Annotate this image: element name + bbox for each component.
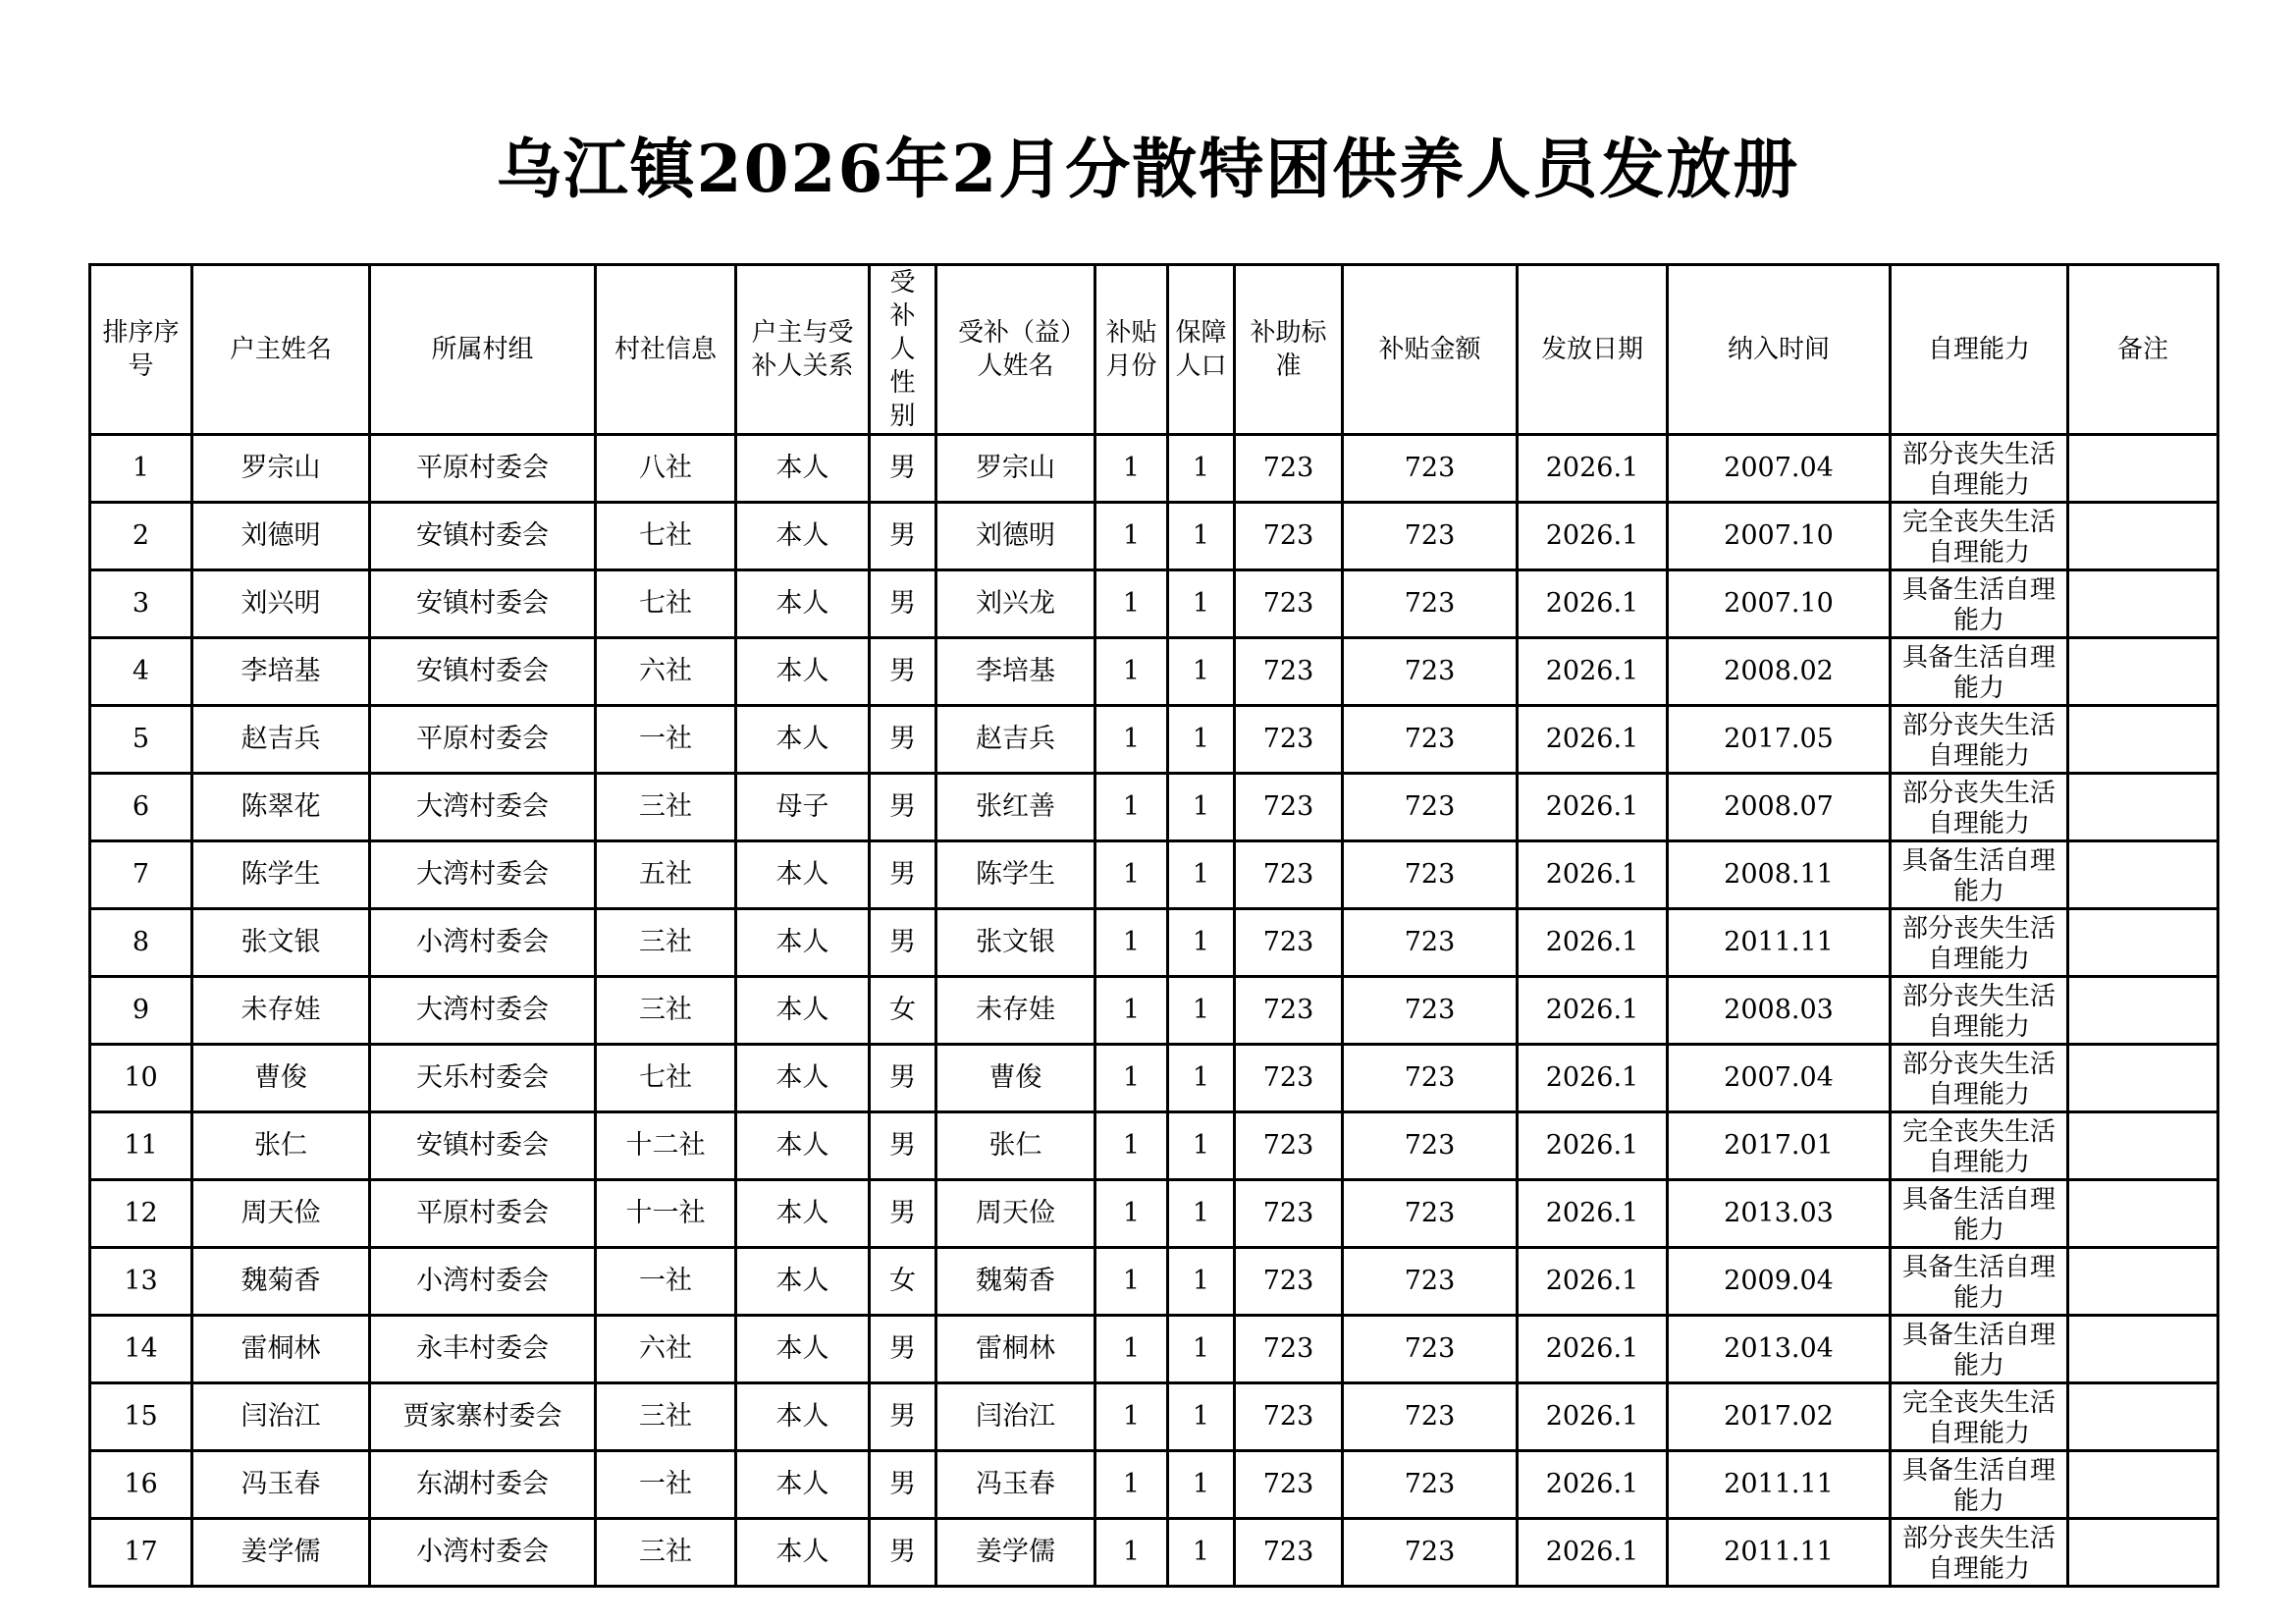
cell-since: 2007.04	[1668, 1045, 1891, 1112]
cell-community: 六社	[596, 1316, 736, 1383]
cell-village: 天乐村委会	[370, 1045, 596, 1112]
cell-standard: 723	[1235, 1248, 1343, 1316]
cell-persons: 1	[1168, 1519, 1235, 1587]
col-header-householder: 户主姓名	[192, 265, 370, 435]
cell-remark	[2068, 503, 2218, 570]
cell-months: 1	[1095, 1180, 1168, 1248]
cell-seq: 8	[90, 909, 192, 977]
col-header-village: 所属村组	[370, 265, 596, 435]
cell-months: 1	[1095, 1316, 1168, 1383]
cell-gender: 男	[870, 1383, 936, 1451]
cell-village: 小湾村委会	[370, 1248, 596, 1316]
cell-community: 五社	[596, 841, 736, 909]
cell-remark	[2068, 1519, 2218, 1587]
cell-gender: 男	[870, 503, 936, 570]
cell-months: 1	[1095, 570, 1168, 638]
cell-persons: 1	[1168, 570, 1235, 638]
col-header-recipient: 受补（益）人姓名	[936, 265, 1095, 435]
cell-seq: 11	[90, 1112, 192, 1180]
cell-persons: 1	[1168, 1451, 1235, 1519]
table-row	[90, 1519, 2218, 1587]
cell-amount: 723	[1343, 1519, 1518, 1587]
cell-standard: 723	[1235, 1451, 1343, 1519]
cell-persons: 1	[1168, 841, 1235, 909]
cell-months: 1	[1095, 1045, 1168, 1112]
cell-village: 大湾村委会	[370, 977, 596, 1045]
cell-relation: 本人	[736, 1045, 870, 1112]
cell-seq: 12	[90, 1180, 192, 1248]
cell-community: 七社	[596, 503, 736, 570]
cell-amount: 723	[1343, 435, 1518, 503]
cell-date: 2026.1	[1518, 841, 1668, 909]
cell-remark	[2068, 1180, 2218, 1248]
cell-remark	[2068, 1112, 2218, 1180]
cell-date: 2026.1	[1518, 909, 1668, 977]
cell-gender: 男	[870, 570, 936, 638]
cell-seq: 3	[90, 570, 192, 638]
col-header-relation: 户主与受补人关系	[736, 265, 870, 435]
col-header-ability: 自理能力	[1891, 265, 2068, 435]
cell-recipient: 闫治江	[936, 1383, 1095, 1451]
cell-seq: 9	[90, 977, 192, 1045]
cell-amount: 723	[1343, 706, 1518, 774]
cell-gender: 男	[870, 909, 936, 977]
table-row	[90, 1045, 2218, 1112]
cell-relation: 本人	[736, 706, 870, 774]
cell-ability: 具备生活自理能力	[1891, 1316, 2068, 1383]
cell-date: 2026.1	[1518, 706, 1668, 774]
cell-householder: 闫治江	[192, 1383, 370, 1451]
cell-gender: 男	[870, 1045, 936, 1112]
cell-village: 平原村委会	[370, 435, 596, 503]
cell-gender: 男	[870, 1180, 936, 1248]
cell-remark	[2068, 1383, 2218, 1451]
table-row	[90, 1316, 2218, 1383]
col-header-persons: 保障人口	[1168, 265, 1235, 435]
cell-recipient: 刘德明	[936, 503, 1095, 570]
cell-standard: 723	[1235, 1180, 1343, 1248]
col-header-seq: 排序序号	[90, 265, 192, 435]
cell-gender: 男	[870, 638, 936, 706]
cell-amount: 723	[1343, 774, 1518, 841]
cell-remark	[2068, 774, 2218, 841]
cell-persons: 1	[1168, 774, 1235, 841]
cell-community: 三社	[596, 774, 736, 841]
cell-remark	[2068, 435, 2218, 503]
cell-recipient: 冯玉春	[936, 1451, 1095, 1519]
cell-relation: 本人	[736, 1451, 870, 1519]
cell-remark	[2068, 1248, 2218, 1316]
cell-since: 2011.11	[1668, 1519, 1891, 1587]
cell-relation: 本人	[736, 1519, 870, 1587]
cell-amount: 723	[1343, 977, 1518, 1045]
cell-amount: 723	[1343, 1045, 1518, 1112]
cell-relation: 本人	[736, 435, 870, 503]
cell-ability: 完全丧失生活自理能力	[1891, 1383, 2068, 1451]
cell-standard: 723	[1235, 638, 1343, 706]
cell-gender: 男	[870, 1451, 936, 1519]
cell-ability: 部分丧失生活自理能力	[1891, 977, 2068, 1045]
table-row	[90, 503, 2218, 570]
cell-relation: 本人	[736, 909, 870, 977]
cell-months: 1	[1095, 909, 1168, 977]
cell-relation: 本人	[736, 638, 870, 706]
cell-village: 大湾村委会	[370, 774, 596, 841]
cell-date: 2026.1	[1518, 503, 1668, 570]
cell-village: 贾家寨村委会	[370, 1383, 596, 1451]
cell-gender: 女	[870, 1248, 936, 1316]
cell-months: 1	[1095, 977, 1168, 1045]
cell-since: 2017.05	[1668, 706, 1891, 774]
cell-ability: 完全丧失生活自理能力	[1891, 503, 2068, 570]
cell-persons: 1	[1168, 638, 1235, 706]
cell-village: 平原村委会	[370, 706, 596, 774]
cell-date: 2026.1	[1518, 774, 1668, 841]
cell-amount: 723	[1343, 1112, 1518, 1180]
cell-village: 安镇村委会	[370, 1112, 596, 1180]
cell-community: 六社	[596, 638, 736, 706]
cell-date: 2026.1	[1518, 1248, 1668, 1316]
cell-standard: 723	[1235, 503, 1343, 570]
cell-householder: 周天俭	[192, 1180, 370, 1248]
cell-amount: 723	[1343, 1316, 1518, 1383]
cell-since: 2008.11	[1668, 841, 1891, 909]
cell-village: 安镇村委会	[370, 570, 596, 638]
cell-recipient: 曹俊	[936, 1045, 1095, 1112]
cell-ability: 部分丧失生活自理能力	[1891, 706, 2068, 774]
cell-months: 1	[1095, 774, 1168, 841]
col-header-since: 纳入时间	[1668, 265, 1891, 435]
cell-relation: 本人	[736, 1248, 870, 1316]
cell-persons: 1	[1168, 706, 1235, 774]
cell-recipient: 张红善	[936, 774, 1095, 841]
cell-amount: 723	[1343, 638, 1518, 706]
cell-since: 2008.03	[1668, 977, 1891, 1045]
cell-amount: 723	[1343, 1383, 1518, 1451]
cell-community: 一社	[596, 706, 736, 774]
cell-recipient: 姜学儒	[936, 1519, 1095, 1587]
col-header-date: 发放日期	[1518, 265, 1668, 435]
cell-gender: 男	[870, 1519, 936, 1587]
header-row	[90, 265, 2218, 435]
cell-village: 小湾村委会	[370, 909, 596, 977]
cell-householder: 雷桐林	[192, 1316, 370, 1383]
cell-community: 三社	[596, 1383, 736, 1451]
cell-date: 2026.1	[1518, 1316, 1668, 1383]
cell-householder: 刘德明	[192, 503, 370, 570]
col-header-gender: 受补人性别	[870, 265, 936, 435]
table-row	[90, 1112, 2218, 1180]
page-title: 乌江镇2026年2月分散特困供养人员发放册	[496, 131, 1800, 207]
cell-amount: 723	[1343, 1180, 1518, 1248]
cell-householder: 魏菊香	[192, 1248, 370, 1316]
table-row	[90, 570, 2218, 638]
col-header-remark: 备注	[2068, 265, 2218, 435]
cell-relation: 本人	[736, 1112, 870, 1180]
cell-householder: 未存娃	[192, 977, 370, 1045]
cell-community: 七社	[596, 570, 736, 638]
cell-seq: 4	[90, 638, 192, 706]
col-header-standard: 补助标准	[1235, 265, 1343, 435]
table-row	[90, 1248, 2218, 1316]
cell-village: 永丰村委会	[370, 1316, 596, 1383]
cell-persons: 1	[1168, 1248, 1235, 1316]
cell-relation: 本人	[736, 1316, 870, 1383]
cell-persons: 1	[1168, 435, 1235, 503]
cell-remark	[2068, 706, 2218, 774]
cell-since: 2011.11	[1668, 1451, 1891, 1519]
cell-persons: 1	[1168, 1112, 1235, 1180]
table-row	[90, 841, 2218, 909]
cell-amount: 723	[1343, 1451, 1518, 1519]
cell-remark	[2068, 1045, 2218, 1112]
cell-ability: 部分丧失生活自理能力	[1891, 774, 2068, 841]
cell-since: 2013.03	[1668, 1180, 1891, 1248]
cell-remark	[2068, 638, 2218, 706]
cell-remark	[2068, 841, 2218, 909]
cell-since: 2017.01	[1668, 1112, 1891, 1180]
cell-gender: 男	[870, 774, 936, 841]
cell-seq: 1	[90, 435, 192, 503]
cell-seq: 5	[90, 706, 192, 774]
cell-recipient: 李培基	[936, 638, 1095, 706]
cell-months: 1	[1095, 503, 1168, 570]
cell-ability: 具备生活自理能力	[1891, 1451, 2068, 1519]
cell-since: 2007.10	[1668, 503, 1891, 570]
cell-amount: 723	[1343, 570, 1518, 638]
cell-months: 1	[1095, 706, 1168, 774]
cell-since: 2017.02	[1668, 1383, 1891, 1451]
cell-seq: 15	[90, 1383, 192, 1451]
cell-persons: 1	[1168, 909, 1235, 977]
cell-months: 1	[1095, 435, 1168, 503]
cell-community: 一社	[596, 1248, 736, 1316]
cell-months: 1	[1095, 841, 1168, 909]
cell-community: 一社	[596, 1451, 736, 1519]
cell-standard: 723	[1235, 841, 1343, 909]
cell-seq: 17	[90, 1519, 192, 1587]
cell-date: 2026.1	[1518, 435, 1668, 503]
cell-recipient: 未存娃	[936, 977, 1095, 1045]
table-row	[90, 774, 2218, 841]
cell-householder: 赵吉兵	[192, 706, 370, 774]
table-row	[90, 638, 2218, 706]
cell-months: 1	[1095, 1519, 1168, 1587]
cell-since: 2008.07	[1668, 774, 1891, 841]
cell-standard: 723	[1235, 1316, 1343, 1383]
cell-date: 2026.1	[1518, 1112, 1668, 1180]
cell-householder: 李培基	[192, 638, 370, 706]
roster-table	[88, 263, 2219, 1588]
cell-amount: 723	[1343, 841, 1518, 909]
cell-village: 平原村委会	[370, 1180, 596, 1248]
cell-since: 2011.11	[1668, 909, 1891, 977]
cell-date: 2026.1	[1518, 638, 1668, 706]
cell-ability: 部分丧失生活自理能力	[1891, 435, 2068, 503]
cell-village: 安镇村委会	[370, 503, 596, 570]
col-header-amount: 补贴金额	[1343, 265, 1518, 435]
cell-recipient: 赵吉兵	[936, 706, 1095, 774]
cell-community: 三社	[596, 1519, 736, 1587]
cell-date: 2026.1	[1518, 1180, 1668, 1248]
table-row	[90, 909, 2218, 977]
cell-gender: 男	[870, 435, 936, 503]
cell-relation: 本人	[736, 841, 870, 909]
table-row	[90, 1451, 2218, 1519]
cell-date: 2026.1	[1518, 1451, 1668, 1519]
cell-standard: 723	[1235, 1045, 1343, 1112]
cell-community: 七社	[596, 1045, 736, 1112]
cell-persons: 1	[1168, 1316, 1235, 1383]
cell-months: 1	[1095, 1248, 1168, 1316]
cell-recipient: 雷桐林	[936, 1316, 1095, 1383]
cell-standard: 723	[1235, 774, 1343, 841]
cell-recipient: 陈学生	[936, 841, 1095, 909]
cell-community: 三社	[596, 909, 736, 977]
cell-recipient: 魏菊香	[936, 1248, 1095, 1316]
cell-gender: 男	[870, 706, 936, 774]
cell-community: 十二社	[596, 1112, 736, 1180]
cell-since: 2009.04	[1668, 1248, 1891, 1316]
cell-community: 十一社	[596, 1180, 736, 1248]
cell-gender: 男	[870, 1316, 936, 1383]
cell-seq: 14	[90, 1316, 192, 1383]
cell-seq: 2	[90, 503, 192, 570]
cell-seq: 10	[90, 1045, 192, 1112]
cell-relation: 本人	[736, 977, 870, 1045]
cell-householder: 曹俊	[192, 1045, 370, 1112]
cell-recipient: 张仁	[936, 1112, 1095, 1180]
cell-remark	[2068, 1451, 2218, 1519]
cell-ability: 部分丧失生活自理能力	[1891, 909, 2068, 977]
cell-months: 1	[1095, 1112, 1168, 1180]
cell-persons: 1	[1168, 503, 1235, 570]
cell-months: 1	[1095, 638, 1168, 706]
table-row	[90, 1383, 2218, 1451]
cell-householder: 冯玉春	[192, 1451, 370, 1519]
cell-seq: 16	[90, 1451, 192, 1519]
cell-seq: 6	[90, 774, 192, 841]
cell-ability: 具备生活自理能力	[1891, 638, 2068, 706]
cell-since: 2007.10	[1668, 570, 1891, 638]
cell-householder: 张文银	[192, 909, 370, 977]
table-row	[90, 977, 2218, 1045]
cell-persons: 1	[1168, 1045, 1235, 1112]
cell-months: 1	[1095, 1451, 1168, 1519]
cell-community: 八社	[596, 435, 736, 503]
cell-recipient: 周天俭	[936, 1180, 1095, 1248]
cell-village: 小湾村委会	[370, 1519, 596, 1587]
cell-since: 2007.04	[1668, 435, 1891, 503]
cell-householder: 姜学儒	[192, 1519, 370, 1587]
table-row	[90, 706, 2218, 774]
cell-remark	[2068, 909, 2218, 977]
cell-householder: 罗宗山	[192, 435, 370, 503]
cell-standard: 723	[1235, 1112, 1343, 1180]
cell-ability: 具备生活自理能力	[1891, 1180, 2068, 1248]
cell-ability: 部分丧失生活自理能力	[1891, 1519, 2068, 1587]
cell-ability: 部分丧失生活自理能力	[1891, 1045, 2068, 1112]
cell-ability: 具备生活自理能力	[1891, 570, 2068, 638]
col-header-months: 补贴月份	[1095, 265, 1168, 435]
cell-remark	[2068, 570, 2218, 638]
cell-since: 2013.04	[1668, 1316, 1891, 1383]
cell-householder: 张仁	[192, 1112, 370, 1180]
table-row	[90, 435, 2218, 503]
cell-householder: 陈翠花	[192, 774, 370, 841]
cell-standard: 723	[1235, 977, 1343, 1045]
cell-standard: 723	[1235, 1519, 1343, 1587]
cell-amount: 723	[1343, 909, 1518, 977]
cell-standard: 723	[1235, 706, 1343, 774]
cell-recipient: 罗宗山	[936, 435, 1095, 503]
cell-community: 三社	[596, 977, 736, 1045]
cell-date: 2026.1	[1518, 977, 1668, 1045]
cell-seq: 7	[90, 841, 192, 909]
cell-recipient: 张文银	[936, 909, 1095, 977]
cell-recipient: 刘兴龙	[936, 570, 1095, 638]
cell-relation: 本人	[736, 1180, 870, 1248]
cell-ability: 完全丧失生活自理能力	[1891, 1112, 2068, 1180]
cell-standard: 723	[1235, 1383, 1343, 1451]
cell-relation: 母子	[736, 774, 870, 841]
cell-standard: 723	[1235, 570, 1343, 638]
cell-village: 安镇村委会	[370, 638, 596, 706]
cell-relation: 本人	[736, 503, 870, 570]
cell-ability: 具备生活自理能力	[1891, 841, 2068, 909]
cell-relation: 本人	[736, 1383, 870, 1451]
cell-householder: 陈学生	[192, 841, 370, 909]
cell-date: 2026.1	[1518, 570, 1668, 638]
cell-date: 2026.1	[1518, 1519, 1668, 1587]
table-row	[90, 1180, 2218, 1248]
cell-gender: 男	[870, 841, 936, 909]
cell-persons: 1	[1168, 1383, 1235, 1451]
cell-remark	[2068, 977, 2218, 1045]
cell-standard: 723	[1235, 435, 1343, 503]
cell-amount: 723	[1343, 503, 1518, 570]
col-header-community: 村社信息	[596, 265, 736, 435]
cell-remark	[2068, 1316, 2218, 1383]
cell-gender: 男	[870, 1112, 936, 1180]
cell-village: 大湾村委会	[370, 841, 596, 909]
cell-persons: 1	[1168, 1180, 1235, 1248]
cell-months: 1	[1095, 1383, 1168, 1451]
cell-standard: 723	[1235, 909, 1343, 977]
cell-date: 2026.1	[1518, 1383, 1668, 1451]
cell-seq: 13	[90, 1248, 192, 1316]
cell-relation: 本人	[736, 570, 870, 638]
cell-persons: 1	[1168, 977, 1235, 1045]
cell-amount: 723	[1343, 1248, 1518, 1316]
cell-householder: 刘兴明	[192, 570, 370, 638]
cell-village: 东湖村委会	[370, 1451, 596, 1519]
cell-date: 2026.1	[1518, 1045, 1668, 1112]
cell-since: 2008.02	[1668, 638, 1891, 706]
cell-gender: 女	[870, 977, 936, 1045]
cell-ability: 具备生活自理能力	[1891, 1248, 2068, 1316]
